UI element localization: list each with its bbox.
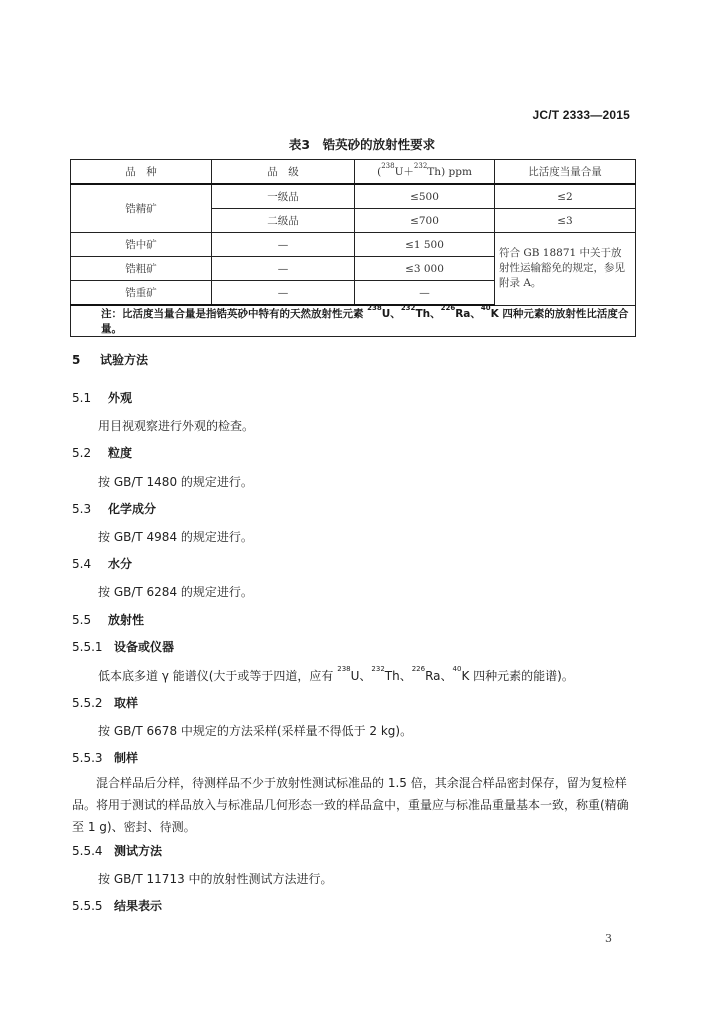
section-5-2-text: 按 GB/T 1480 的规定进行。	[98, 475, 253, 489]
section-number: 5.5	[72, 613, 92, 627]
cell-variety: 锆重矿	[71, 281, 212, 306]
section-5-3-heading	[72, 500, 156, 517]
section-5-5-2-text: 按 GB/T 6678 中规定的方法采样(采样量不得低于 2 kg)。	[98, 724, 413, 738]
section-5-5-4-text: 按 GB/T 11713 中的放射性测试方法进行。	[98, 872, 333, 886]
cell-grade: —	[212, 233, 355, 257]
section-5-5-3-text: 混合样品后分样，待测样品不少于放射性测试标准品的 1.5 倍，其余混合样品密封保存，留为复检样品。将用于测试的样品放入与标准品几何形态一致的样品盒中，重量应与标准品重量基本一致，称重(精确至 1 g)、密封、待测。	[72, 776, 629, 834]
section-number: 5.5.1	[72, 640, 103, 654]
cell-grade: —	[212, 281, 355, 306]
cell-grade: 二级品	[212, 209, 355, 233]
section-number: 5.5.4	[72, 844, 103, 858]
section-number: 5.4	[72, 557, 92, 571]
header-grade: 品 级	[212, 160, 355, 185]
radioactivity-table	[70, 159, 635, 337]
section-title: 外观	[108, 391, 133, 405]
section-title: 设备或仪器	[114, 640, 175, 654]
cell-ppm: —	[355, 281, 495, 306]
cell-grade: —	[212, 257, 355, 281]
header-variety: 品 种	[71, 160, 212, 185]
section-number: 5.2	[72, 446, 92, 460]
page-number: 3	[605, 932, 612, 945]
section-5-3-text: 按 GB/T 4984 的规定进行。	[98, 530, 253, 544]
cell-ppm: ≤500	[355, 184, 495, 209]
cell-ppm: ≤1 500	[355, 233, 495, 257]
section-title: 粒度	[108, 446, 133, 460]
cell-equivalent: ≤3	[495, 209, 636, 233]
section-5-5-5-heading	[72, 897, 162, 914]
section-number: 5.5.5	[72, 899, 103, 913]
section-5-5-1-text: 低本底多道 γ 能谱仪(大于或等于四道，应有 $^{238}$U、$^{232}$Th、$^{226}$Ra、$^{40}$K 四种元素的能谱)。	[98, 665, 574, 683]
section-title: 水分	[108, 557, 133, 571]
section-5-5-4-heading	[72, 842, 162, 859]
table-note-row	[71, 305, 636, 337]
section-5-4-heading	[72, 555, 132, 572]
section-5-4-text: 按 GB/T 6284 的规定进行。	[98, 585, 253, 599]
table-row	[71, 184, 636, 209]
section-number: 5.3	[72, 502, 92, 516]
section-title: 放射性	[108, 613, 145, 627]
table-header-row	[71, 160, 636, 185]
section-title: 测试方法	[114, 844, 163, 858]
section-5-5-3-heading	[72, 749, 138, 766]
section-title: 取样	[114, 696, 139, 710]
cell-ppm: ≤700	[355, 209, 495, 233]
section-number: 5.5.3	[72, 751, 103, 765]
table-note: 注：比活度当量合量是指锆英砂中特有的天然放射性元素 $^{238}$U、$^{232}$Th、$^{226}$Ra、$^{40}$K 四种元素的放射性比活度合量。	[71, 305, 636, 337]
section-5-5-heading	[72, 611, 144, 628]
section-5-1-heading	[72, 389, 132, 406]
section-5-1-text: 用目视观察进行外观的检查。	[98, 419, 255, 433]
cell-grade: 一级品	[212, 184, 355, 209]
section-title: 制样	[114, 751, 139, 765]
standard-code: JC/T 2333—2015	[532, 108, 630, 122]
section-title: 试验方法	[100, 353, 149, 367]
table-row	[71, 233, 636, 257]
section-number: 5	[72, 353, 81, 367]
cell-equivalent-merged: 符合 GB 18871 中关于放射性运输豁免的规定，参见附录 A。	[495, 233, 636, 306]
table-title: 表3 锆英砂的放射性要求	[288, 137, 436, 152]
section-number: 5.1	[72, 391, 92, 405]
cell-variety: 锆粗矿	[71, 257, 212, 281]
cell-variety: 锆精矿	[71, 184, 212, 233]
cell-equivalent: ≤2	[495, 184, 636, 209]
section-title: 结果表示	[114, 899, 163, 913]
header-ppm: ($^{238}$U＋$^{232}$Th) ppm	[355, 160, 495, 185]
cell-ppm: ≤3 000	[355, 257, 495, 281]
header-equivalent: 比活度当量合量	[495, 160, 636, 185]
section-number: 5.5.2	[72, 696, 103, 710]
section-5-5-2-heading	[72, 694, 138, 711]
section-5-heading	[72, 351, 148, 368]
section-5-5-1-heading	[72, 638, 174, 655]
section-title: 化学成分	[108, 502, 157, 516]
section-5-2-heading	[72, 444, 132, 461]
cell-variety: 锆中矿	[71, 233, 212, 257]
